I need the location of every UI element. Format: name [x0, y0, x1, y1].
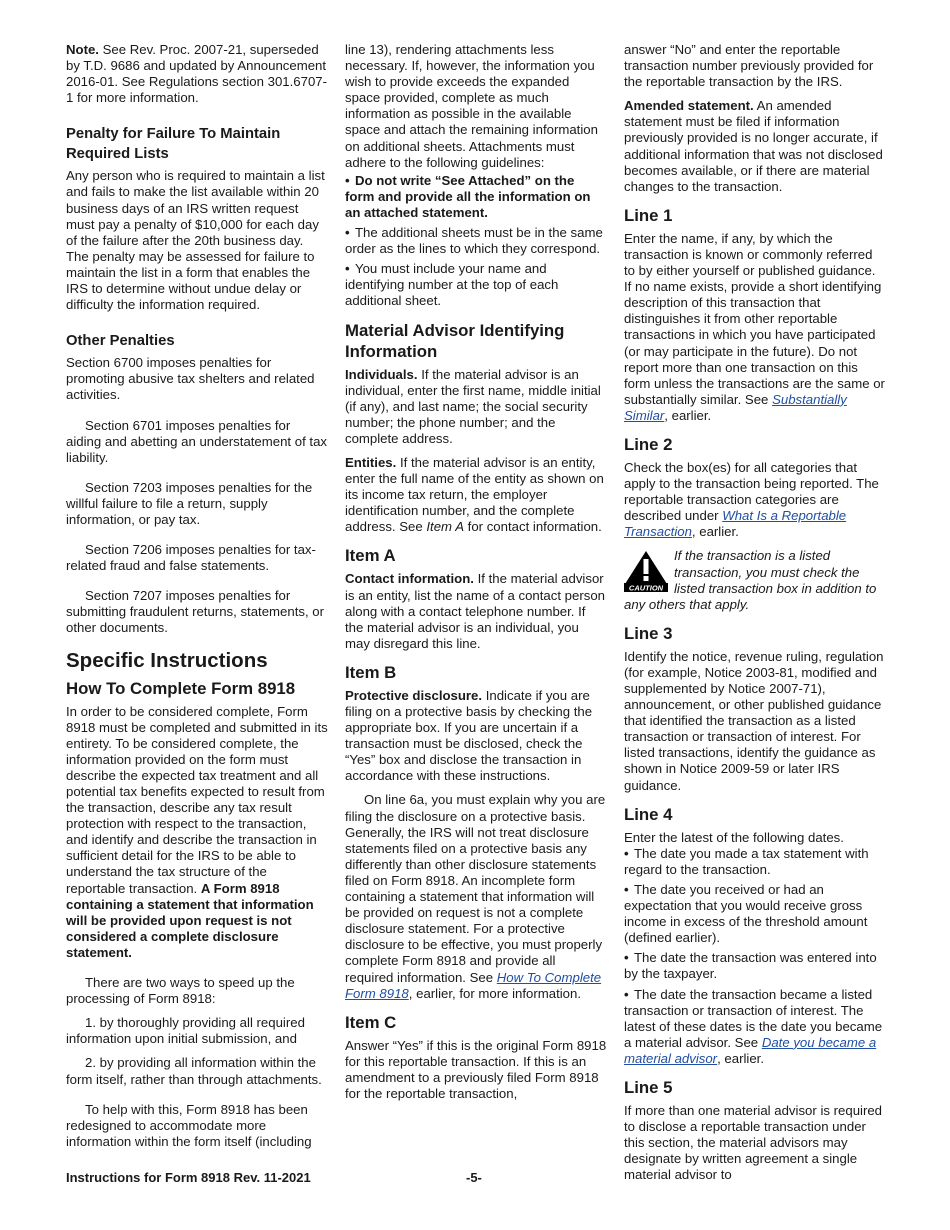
line-4-text: Enter the latest of the following dates.: [624, 829, 844, 845]
line-2-heading: Line 2: [624, 434, 673, 454]
continuation-text: line 13), rendering attachments less necessary. If, however, the information you wish to provide exceeds the expanded space provided, complete as much information as possible in the available space and attach the remaining information on additional sheets. Attachments must adhere to the following guidelines:: [345, 42, 598, 170]
ways-text: There are two ways to speed up the processing of Form 8918:: [66, 975, 295, 1007]
line-4-heading: Line 4: [624, 804, 673, 824]
line-3-heading: Line 3: [624, 623, 673, 643]
line-5-heading: Line 5: [624, 1077, 673, 1097]
amended-paragraph: Amended statement. An amended statement must be filed if information previously provided is no longer accurate, if additional information that was not disclosed becomes available, or if there are material changes to the transaction.: [624, 98, 883, 194]
entities-paragraph: Entities. If the material advisor is an entity, enter the full name of the entity as shown on its income tax return, the employer identification number, and the complete address. See Item A for contact information.: [345, 454, 604, 535]
material-advisor-date-link[interactable]: Date you became a material advisor: [624, 1034, 877, 1066]
material-advisor-heading: Material Advisor Identifying Information: [345, 320, 565, 361]
column-3: [624, 42, 886, 1191]
column-1: [66, 42, 328, 1158]
line-4-bullet-1: • The date you made a tax statement with regard to the transaction.: [624, 845, 869, 877]
line-4-bullet-3: • The date the transaction was entered into by the taxpayer.: [624, 950, 877, 982]
other-penalties-p3: Section 7203 imposes penalties for the willful failure to file a return, supply information, or pay tax.: [66, 479, 313, 527]
other-penalties-p2: Section 6701 imposes penalties for aiding and abetting an understatement of tax liability.: [66, 417, 328, 465]
caution-note: [624, 548, 886, 612]
help-text: To help with this, Form 8918 has been redesigned to accommodate more information within the form itself (including: [66, 1101, 312, 1149]
how-to-complete-heading: How To Complete Form 8918: [66, 678, 296, 698]
protective-paragraph: Protective disclosure. Indicate if you are filing on a protective basis by checking the appropriate box. If you are uncertain if a transaction must be disclosed, check the “Yes” box and disclose the transaction in accordance with these instructions.: [345, 687, 593, 784]
continuation-text-col3: answer “No” and enter the reportable transaction number previously provided for the reportable transaction by the IRS.: [624, 42, 874, 90]
column-2: [345, 42, 607, 1110]
other-penalties-p4: Section 7206 imposes penalties for tax-related fraud and false statements.: [66, 542, 316, 574]
line-1-text: Enter the name, if any, by which the transaction is known or commonly referred to by either yourself or published guidance. If no name exists, provide a short identifying description of this transaction that distinguishes it from other reportable transactions in which you have participated (or may participate in the future). Do not report more than one transaction on this form unless the transactions are the same or substantially similar. See Substantially Similar, earlier.: [624, 230, 885, 423]
caution-label: CAUTION: [628, 583, 664, 593]
contact-paragraph: Contact information. If the material advisor is an entity, list the name of a contact person along with a contact telephone number. If the material advisor is an individual, you may disregard this line.: [345, 571, 605, 651]
item-c-heading: Item C: [345, 1012, 397, 1032]
other-penalties-p5: Section 7207 imposes penalties for submitting fraudulent returns, statements, or other documents.: [66, 588, 325, 636]
bullet-3: • You must include your name and identifying number at the top of each additional sheet.: [345, 261, 559, 309]
way-1: 1. by thoroughly providing all required information upon initial submission, and: [66, 1015, 305, 1047]
substantially-similar-link[interactable]: Substantially Similar: [624, 391, 847, 423]
how-to-complete-link[interactable]: How To Complete Form 8918: [345, 969, 602, 1001]
line-2-text: Check the box(es) for all categories that apply to the transaction being reported. The reportable transaction categories are described under What Is a Reportable Transaction, earlier.: [624, 459, 879, 540]
way-2: 2. by providing all information within the form itself, rather than through attachments.: [66, 1055, 322, 1087]
footer-page-number: -5-: [466, 1170, 482, 1185]
line-6a-paragraph: On line 6a, you must explain why you are filing the disclosure on a protective basis. Generally, the IRS will not treat disclosure statements filed on a protective basis any differently than other disclosure statements filed on Form 8918. An incomplete form containing a statement that information will be provided on request is not a complete disclosure statement. For a protective disclosure to be effective, you must properly complete Form 8918 and provide all required information. See How To Complete Form 8918, earlier, for more information.: [345, 792, 606, 1001]
item-b-heading: Item B: [345, 662, 397, 682]
line-5-text: If more than one material advisor is required to disclose a reportable transaction under this section, the material advisors may designate by written agreement a single material advisor to: [624, 1102, 883, 1183]
line-1-heading: Line 1: [624, 205, 673, 225]
line-4-bullet-4: • The date the transaction became a listed transaction or transaction of interest. The latest of these dates is the date you became a material advisor. See Date you became a material advisor, earlier.: [624, 986, 883, 1066]
note-paragraph: [66, 42, 328, 106]
penalty-heading: Penalty for Failure To Maintain Required Lists: [66, 126, 281, 163]
footer-form-title: Instructions for Form 8918 Rev. 11-2021: [66, 1170, 311, 1185]
specific-instructions-heading: Specific Instructions: [66, 648, 268, 672]
line-3-text: Identify the notice, revenue ruling, regulation (for example, Notice 2003-81, modified and supplemented by Notice 2007-71), announcement, or other published guidance that identified the transaction as a listed transaction or transaction of interest. For listed transactions, identify the guidance as shown in Notice 2009-59 or later IRS guidance.: [624, 648, 884, 793]
caution-icon: [624, 550, 668, 592]
other-penalties-heading: Other Penalties: [66, 333, 175, 350]
note-text: See Rev. Proc. 2007-21, superseded by T.D. 9686 and updated by Announcement 2016-01. See Regulations section 301.6707-1 for more information.: [66, 42, 328, 106]
individuals-paragraph: Individuals. If the material advisor is an individual, enter the first name, middle initial (if any), and last name; the social security number; the phone number; and the complete address.: [345, 366, 601, 446]
penalty-text: Any person who is required to maintain a list and fails to make the list available within 20 business days of an IRS written request must pay a penalty of $10,000 for each day of the failure after the 20th business day. The penalty may be assessed for failure to maintain the list in a form that enables the IRS to determine without undue delay or difficulty the information required.: [66, 168, 325, 313]
note-label: Note.: [66, 42, 99, 57]
line-4-bullet-2: • The date you received or had an expectation that you would receive gross income in excess of the threshold amount (defined earlier).: [624, 881, 868, 946]
bullet-1: • Do not write “See Attached” on the form and provide all the information on an attached statement.: [345, 172, 591, 220]
how-to-complete-text: [66, 704, 328, 962]
how-text: In order to be considered complete, Form 8918 must be completed and submitted in its entirety. To be considered complete, the information provided on the form must describe the expected tax treatment and all potential tax benefits expected to result from the transaction, describe any tax result protection with respect to the transaction, and identify and describe the transaction in sufficient detail for the IRS to be able to understand the tax structure of the reportable transaction.: [66, 703, 328, 896]
item-a-heading: Item A: [345, 546, 396, 566]
item-c-text: Answer “Yes” if this is the original Form 8918 for this reportable transaction. If this is an amendment to a previously filed Form 8918 for the reportable transaction,: [345, 1037, 607, 1101]
caution-text: If the transaction is a listed transaction, you must check the listed transaction box in addition to any others that apply.: [624, 548, 877, 612]
bullet-2: • The additional sheets must be in the same order as the lines to which they correspond.: [345, 225, 603, 257]
reportable-transaction-link[interactable]: What Is a Reportable Transaction: [624, 508, 847, 540]
how-bold-text: A Form 8918 containing a statement that information will be provided upon request is not considered a complete disclosure statement.: [66, 880, 314, 960]
other-penalties-p1: Section 6700 imposes penalties for promoting abusive tax shelters and related activities.: [66, 355, 315, 403]
